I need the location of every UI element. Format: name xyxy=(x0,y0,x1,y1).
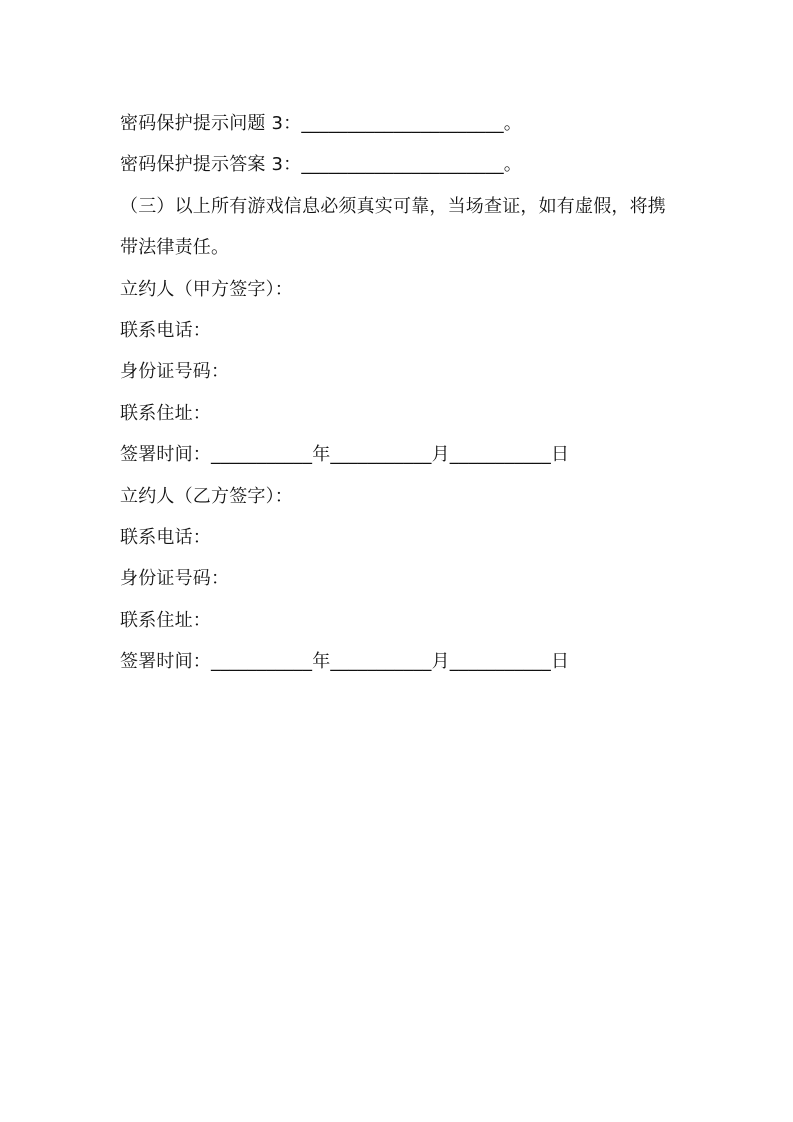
clause-three-line-1: （三）以上所有游戏信息必须真实可靠，当场查证，如有虚假，将携 xyxy=(120,195,666,217)
party-b-address-label: 联系住址： xyxy=(120,609,211,631)
party-a-phone-label: 联系电话： xyxy=(120,320,211,342)
security-question-3-line: 密码保护提示问题 3：______________________。 xyxy=(120,113,522,134)
clause-three-line-2: 带法律责任。 xyxy=(120,237,230,259)
party-b-signing-date-line: 签署时间：___________年___________月___________日 xyxy=(120,651,570,673)
party-a-id-number-label: 身份证号码： xyxy=(120,361,230,383)
party-a-signing-date-line: 签署时间：___________年___________月___________日 xyxy=(120,444,570,466)
document-body xyxy=(120,103,680,683)
security-answer-3-line: 密码保护提示答案 3：______________________。 xyxy=(120,154,522,176)
party-b-phone-label: 联系电话： xyxy=(120,527,211,549)
party-a-address-label: 联系住址： xyxy=(120,402,211,424)
party-b-id-number-label: 身份证号码： xyxy=(120,568,230,590)
party-b-signature-label: 立约人（乙方签字）： xyxy=(120,485,293,507)
party-a-signature-label: 立约人（甲方签字）： xyxy=(120,278,293,300)
